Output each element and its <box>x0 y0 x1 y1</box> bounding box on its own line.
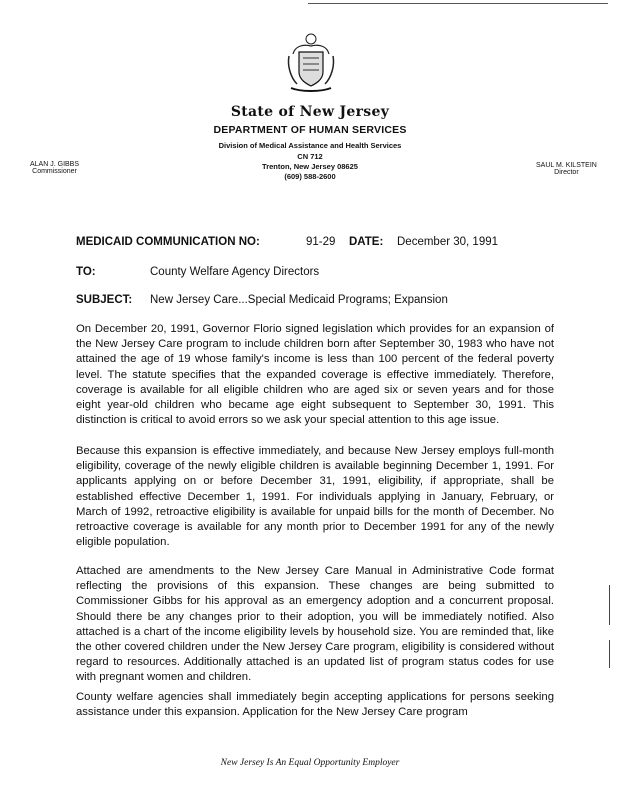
state-title: State of New Jersey <box>230 104 390 120</box>
department-name: DEPARTMENT OF HUMAN SERVICES <box>213 124 407 136</box>
subject-value: New Jersey Care...Special Medicaid Programs; Expansion <box>150 294 448 306</box>
phone-number: (609) 588-2600 <box>284 172 336 181</box>
commissioner-block <box>30 161 79 175</box>
to-label: TO: <box>76 266 96 278</box>
margin-mark <box>609 640 610 668</box>
body-paragraph-3: Attached are amendments to the New Jersey Care Manual in Administrative Code format reflecting the provisions of this expansion. These changes are being submitted to Commissioner Gibbs for his approval as an emergency adoption and a concurrent proposal. Should there be any changes prior to their adoption, you will be immediately notified. Also attached is a chart of the income eligibility levels by household size. You are reminded that, like the other covered children under the New Jersey Care program, eligibility is considered without regard to resources. Additionally attached is an updated list of program status codes for use with pregnant women and children. <box>76 565 554 684</box>
director-title: Director <box>554 169 579 176</box>
footer-eoe: New Jersey Is An Equal Opportunity Employer <box>220 758 400 768</box>
communication-label: MEDICAID COMMUNICATION NO: <box>76 236 260 248</box>
margin-mark <box>609 585 610 625</box>
director-block <box>536 162 597 176</box>
subject-label: SUBJECT: <box>76 294 133 306</box>
commissioner-name: ALAN J. GIBBS <box>30 161 80 168</box>
body-paragraph-1: On December 20, 1991, Governor Florio signed legislation which provides for an expansion of the New Jersey Care program to include children born after September 30, 1983 who have not attained the age of 19 whose family's income is less than 100 percent of the federal poverty level. The statute specifies that the expanded coverage is effective immediately. Therefore, coverage is available for all eligible children who are aged six or seven years and for those eight year-old children who became age eight subsequent to September 30, 1991. This distinction is critical to avoid errors so we ask your special attention to this age issue. <box>76 323 554 427</box>
state-seal-icon <box>285 32 337 94</box>
commissioner-title: Commissioner <box>32 168 77 175</box>
division-name: Division of Medical Assistance and Health Services <box>218 141 402 150</box>
date-label: DATE: <box>349 236 384 248</box>
city-address: Trenton, New Jersey 08625 <box>262 162 358 171</box>
body-paragraph-2: Because this expansion is effective immediately, and because New Jersey employs full-month eligibility, coverage of the newly eligible children is available beginning December 1, 1991. For applicants applying on or before December 31, 1991, eligibility, if appropriate, shall be established effective December 1, 1991. For individuals applying in January, February, or March of 1992, retroactive eligibility is available for unpaid bills for the month of December. No retroactive coverage is available for any month prior to December 1991 for any of the newly eligible population. <box>76 445 554 549</box>
top-scan-rule <box>308 3 608 4</box>
cn-number: CN 712 <box>297 152 323 161</box>
communication-number: 91-29 <box>306 236 336 248</box>
body-paragraph-4: County welfare agencies shall immediately begin accepting applications for persons seeking assistance under this expansion. Application for the New Jersey Care program <box>76 691 554 719</box>
date-value: December 30, 1991 <box>397 236 499 248</box>
to-value: County Welfare Agency Directors <box>150 266 320 278</box>
director-name: SAUL M. KILSTEIN <box>536 162 597 169</box>
